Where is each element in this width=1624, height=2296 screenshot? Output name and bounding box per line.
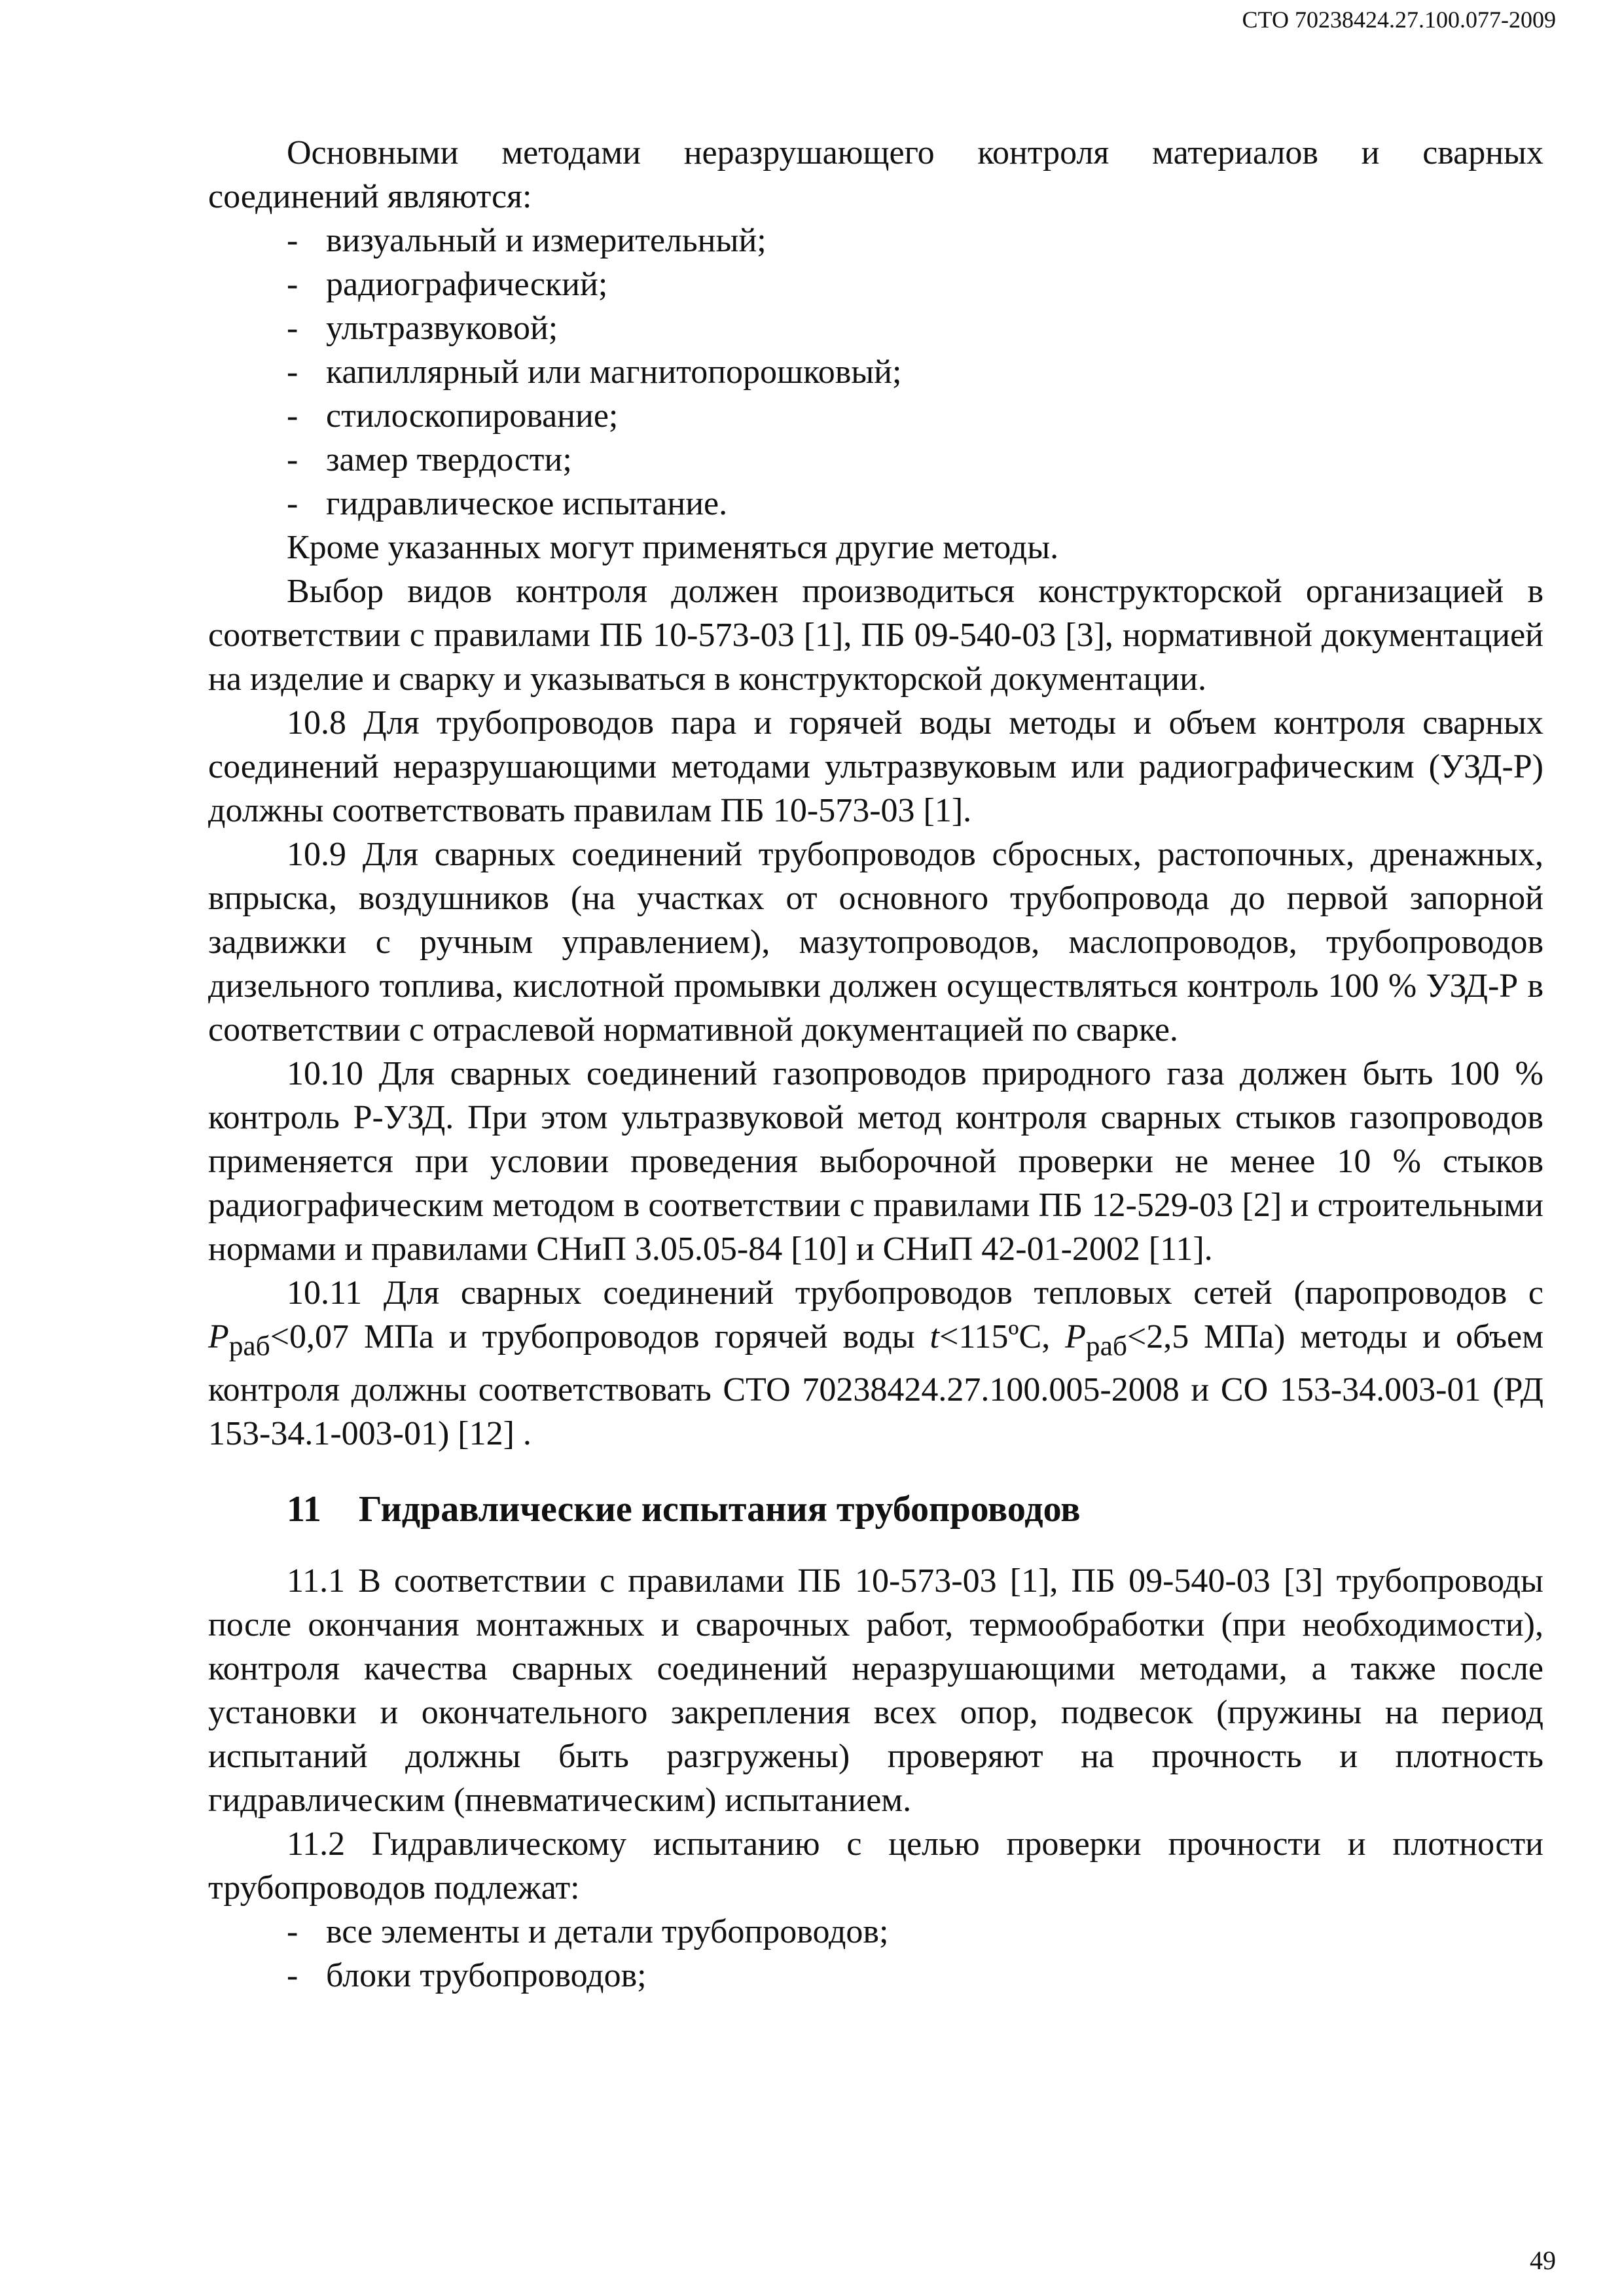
list-item: - капиллярный или магнитопорошковый; [287,353,902,391]
intro-lead-line-1: Основными методами неразрушающего контроля материалов и сварных [287,134,1543,171]
intro-lead-line-2: соединений являются: [208,178,532,215]
list-item: - радиографический; [287,266,608,303]
section-number: 11 [287,1489,321,1530]
section-title: Гидравлические испытания трубопроводов [359,1489,1081,1530]
list-item: - визуальный и измерительный; [287,222,767,259]
page-number: 49 [1530,2246,1556,2275]
test-items-list [208,1910,1543,1998]
clause-11-2: 11.2 Гидравлическому испытанию с целью проверки прочности и плотности трубопроводов подлежат: [208,1825,1543,1907]
methods-list [208,219,1543,526]
other-methods-paragraph: Кроме указанных могут применяться другие методы. [287,529,1059,566]
pressure-symbol: P [208,1318,229,1355]
list-item: - гидравлическое испытание. [287,485,728,522]
list-item: - стилоскопирование; [287,397,619,435]
clause-10-11: 10.11 Для сварных соединений трубопроводов тепловых сетей (паропроводов с $P_{раб}<0,07$ МПа и трубопроводов горячей воды t<115ºС, $P_{раб}<2,5$ МПа) методы и объем контроля должны соответствовать СТО 70238424.27.100.005-2008 и СО 153-34.003-01 (РД 153-34.1-003-01) [12] . [208,1274,1543,1453]
clause-10-10: 10.10 Для сварных соединений газопроводов природного газа должен быть 100 % контроль Р-УЗД. При этом ультразвуковой метод контроля сварных стыков газопроводов применяется при условии проведения выборочной проверки не менее 10 % стыков радиографическим методом в соответствии с правилами ПБ 12-529-03 [2] и строительными нормами и правилами СНиП 3.05.05-84 [10] и СНиП 42-01-2002 [11]. [208,1055,1543,1268]
clause-11-1: 11.1 В соответствии с правилами ПБ 10-573-03 [1], ПБ 09-540-03 [3] трубопроводы после окончания монтажных и сварочных работ, термообработки (при необходимости), контроля качества сварных соединений неразрушающими методами, а также после установки и окончательного закрепления всех опор, подвесок (пружины на период испытаний должны быть разгружены) проверяют на прочность и плотность гидравлическим (пневматическим) испытанием. [208,1562,1543,1820]
document-code-header: СТО 70238424.27.100.077-2009 [1242,7,1556,33]
temperature-symbol: t [929,1318,939,1355]
pressure-subscript-2: раб [1085,1330,1127,1362]
page-content [208,131,1543,1998]
selection-paragraph: Выбор видов контроля должен производиться конструкторской организацией в соответствии с правилами ПБ 10-573-03 [1], ПБ 09-540-03 [3], нормативной документацией на изделие и сварку и указываться в конструкторской документации. [208,573,1543,698]
list-item: - замер твердости; [287,441,572,478]
list-item: - ультразвуковой; [287,310,558,347]
section-11-heading [208,1486,1543,1533]
clause-10-9: 10.9 Для сварных соединений трубопроводов сбросных, растопочных, дренажных, впрыска, воздушников (на участках от основного трубопровода до первой запорной задвижки с ручным управлением), мазутопроводов, маслопроводов, трубопроводов дизельного топлива, кислотной промывки должен осуществляться контроль 100 % УЗД-Р в соответствии с отраслевой нормативной документацией по сварке. [208,836,1543,1049]
clause-10-8: 10.8 Для трубопроводов пара и горячей воды методы и объем контроля сварных соединений неразрушающими методами ультразвуковым или радиографическим (УЗД-Р) должны соответствовать правилам ПБ 10-573-03 [1]. [208,704,1543,829]
list-item: - блоки трубопроводов; [287,1957,647,1995]
list-item: - все элементы и детали трубопроводов; [287,1913,889,1951]
pressure-subscript: раб [228,1330,270,1362]
pressure-symbol-2: P [1065,1318,1086,1355]
